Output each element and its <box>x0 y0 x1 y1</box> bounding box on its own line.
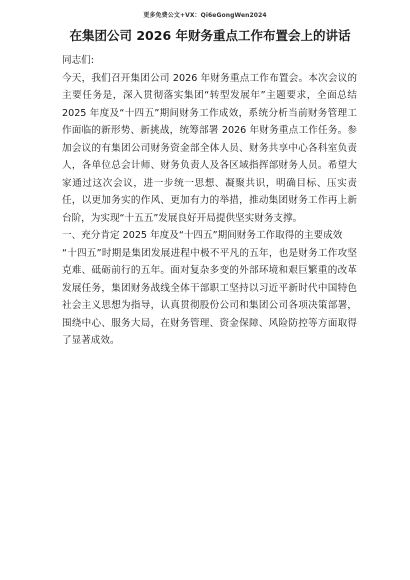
document-title: 在集团公司 2026 年财务重点工作布置会上的讲话 <box>69 28 351 43</box>
section-heading-1: 一、充分肯定 2025 年度及“十四五”期间财务工作取得的主要成效 <box>62 230 343 241</box>
paragraph-intro: 今天，我们召开集团公司 2026 年财务重点工作布置会。本次会议的主要任务是，深入贯彻落实集团“转型发展年”主题要求，全面总结 2025 年度及“十四五”期间财务工作成效，系统分析当前财务管理工作面临的新形势、新挑战，统筹部署 2026 年财务重点工作任务。参加会议的有集团公司财务资金部全体人员、财务共享中心各科室负责人，各单位总会计师、财务负责人及各区域指挥部财务人员。希望大家通过这次会议，进一步统一思想、凝聚共识，明确目标、压实责任，以更加务实的作风、更加有力的举措，推动集团财务工作再上新台阶，为实现“十五五”发展良好开局提供坚实财务支撑。 <box>62 72 357 224</box>
paragraph-section-1: “十四五”时期是集团发展进程中极不平凡的五年，也是财务工作攻坚克难、砥砺前行的五年。面对复杂多变的外部环境和艰巨繁重的改革发展任务，集团财务战线全体干部职工坚持以习近平新时代中国特色社会主义思想为指导，认真贯彻股份公司和集团公司各项决策部署，围绕中心、服务大局，在财务管理、资金保障、风险防控等方面取得了显著成效。 <box>62 247 357 346</box>
salutation: 同志们: <box>62 55 95 66</box>
document-body <box>62 52 357 350</box>
header-note: 更多免费公文+VX：Qi6eGongWen2024 <box>143 12 267 19</box>
